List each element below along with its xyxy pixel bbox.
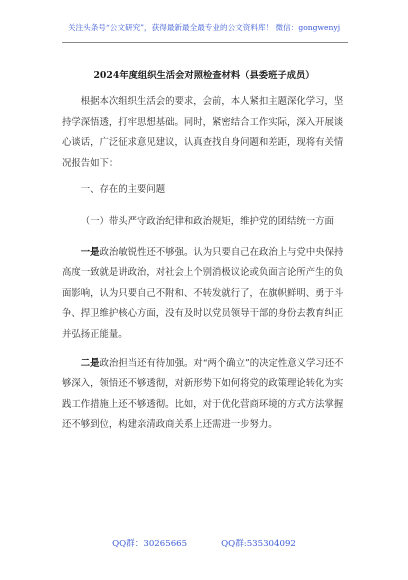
paragraph-2-lead: 二是 bbox=[80, 357, 100, 369]
paragraph-1-text: 政治敏锐性还不够强。认为只要自己在政治上与党中央保持高度一致就是讲政治，对社会上个别消极议论或负面言论所产生的负面影响，认为只要自己不附和、不转发就行了，在旗帜鲜明、勇于斗争、捍卫维护核心方面，没有及时以党员领导干部的身份去教育纠正并弘扬正能量。 bbox=[62, 246, 344, 340]
section-heading: 一、存在的主要问题 bbox=[80, 184, 166, 196]
header-banner: 关注头条号“公文研究”，获得最新最全最专业的公文资料库！ 微信：gongwenyj bbox=[67, 23, 341, 32]
header-divider bbox=[62, 42, 348, 43]
paragraph-1-lead: 一是 bbox=[80, 246, 100, 258]
document-body bbox=[62, 92, 348, 436]
footer-qq-group-1: QQ群：30265665 bbox=[112, 539, 188, 549]
subsection-heading: （一）带头严守政治纪律和政治规矩，维护党的团结统一方面 bbox=[80, 215, 334, 227]
footer-contacts bbox=[0, 537, 408, 549]
paragraph-1 bbox=[62, 243, 348, 346]
footer-qq-group-2: QQ群:535304092 bbox=[221, 539, 296, 549]
intro-paragraph: 根据本次组织生活会的要求，会前，本人紧扣主题深化学习，坚持学深悟透，打牢思想基础。同时，紧密结合工作实际，深入开展谈心谈话，广泛征求意见建议，认真查找自身问题和差距，现将有关情况报告如下： bbox=[62, 96, 344, 169]
paragraph-2-text: 政治担当还有待加强。对“两个确立”的决定性意义学习还不够深入，领悟还不够透彻，对新形势下如何将党的政策理论转化为实践工作措施上还不够透彻。比如，对于优化营商环境的方式方法掌握还不够到位，构建亲清政商关系上还需进一步努力。 bbox=[62, 357, 344, 431]
document-title: 2024年度组织生活会对照检查材料（县委班子成员） bbox=[93, 70, 315, 81]
paragraph-2 bbox=[62, 354, 348, 436]
